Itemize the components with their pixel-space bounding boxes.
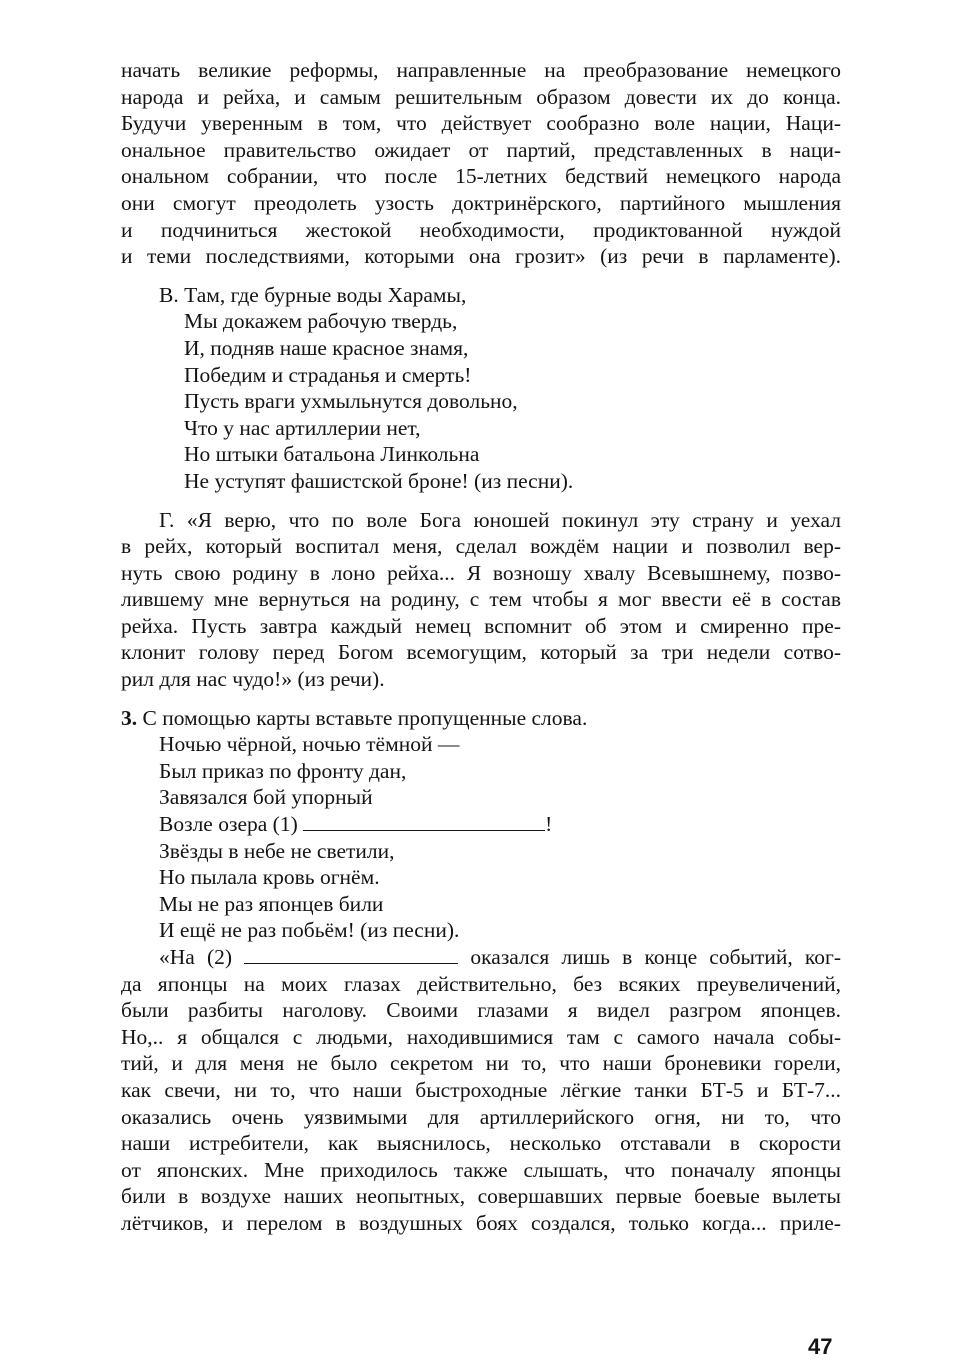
text-line: нуть свою родину в лоно рейха... Я возношу хвалу Всевышнему, позво- bbox=[121, 560, 841, 585]
poem-line: Пусть враги ухмыльнутся довольно, bbox=[184, 389, 518, 414]
poem-line: И ещё не раз побьём! (из песни). bbox=[159, 918, 460, 943]
poem-line: Не уступят фашистской броне! (из песни). bbox=[184, 468, 574, 493]
text-line: лётчиков, и перелом в воздушных боях создался, только когда... приле- bbox=[121, 1210, 841, 1235]
blank-prefix: Возле озера (1) bbox=[159, 812, 304, 837]
blank-prefix: «На (2) bbox=[159, 945, 245, 969]
text-line: да японцы на моих глазах действительно, без всяких преувеличений, bbox=[121, 971, 841, 996]
poem-line: Мы докажем рабочую твердь, bbox=[184, 309, 458, 334]
text-line: были разбиты наголову. Своими глазами я видел разгром японцев. bbox=[121, 998, 841, 1023]
blank-suffix: ! bbox=[545, 812, 553, 837]
text-line: как свечи, ни то, что наши быстроходные лёгкие танки БТ-5 и БТ-7... bbox=[121, 1077, 841, 1102]
blank-suffix: оказался лишь в конце событий, ког- bbox=[458, 945, 841, 969]
poem-line: Что у нас артиллерии нет, bbox=[184, 415, 421, 440]
poem-line: И, подняв наше красное знамя, bbox=[184, 335, 469, 360]
text-line: они смогут преодолеть узость доктринёрского, партийного мышления bbox=[121, 190, 841, 215]
poem-3 bbox=[121, 731, 841, 944]
text-line: ональном собрании, что после 15-летних бедствий немецкого народа bbox=[121, 164, 841, 189]
text-line: и подчиниться жестокой необходимости, продиктованной нуждой bbox=[121, 217, 841, 242]
paragraph-g bbox=[121, 507, 841, 693]
text-line: клонит голову перед Богом всемогущим, который за три недели сотво- bbox=[121, 640, 841, 665]
text-line: Но,.. я общался с людьми, находившимися там с самого начала собы- bbox=[121, 1024, 841, 1049]
text-line: Будучи уверенным в том, что действует сообразно воле нации, Наци- bbox=[121, 111, 841, 136]
poem-line: Но пылала кровь огнём. bbox=[159, 865, 380, 890]
poem-line: Завязался бой упорный bbox=[159, 785, 373, 810]
text-line: наши истребители, как выяснилось, несколько отставали в скорости bbox=[121, 1131, 841, 1156]
paragraph-b-continuation bbox=[121, 57, 841, 270]
poem-line: Был приказ по фронту дан, bbox=[159, 758, 407, 783]
text-line: народа и рейха, и самым решительным образом довести их до конца. bbox=[121, 84, 841, 109]
poem-line: Победим и страданья и смерть! bbox=[184, 362, 472, 387]
task-number: 3. bbox=[121, 705, 138, 730]
text-line: лившему мне вернуться на родину, с тем чтобы я мог ввести её в состав bbox=[121, 587, 841, 612]
blank-field-2[interactable] bbox=[244, 945, 458, 964]
poem-line-with-blank bbox=[159, 811, 841, 838]
text-line: Г. «Я верю, что по воле Бога юношей покинул эту страну и уехал bbox=[159, 507, 841, 532]
paragraph-na bbox=[121, 944, 841, 1237]
poem-line: Звёзды в небе не светили, bbox=[159, 838, 395, 863]
text-line: в рейх, который воспитал меня, сделал вождём нации и позволил вер- bbox=[121, 534, 841, 559]
task-instruction: С помощью карты вставьте пропущенные слова. bbox=[137, 705, 588, 730]
text-line: и теми последствиями, которыми она грозит» (из речи в парламенте). bbox=[121, 244, 841, 269]
text-line: начать великие реформы, направленные на преобразование немецкого bbox=[121, 58, 841, 82]
poem-line: В. Там, где бурные воды Харамы, bbox=[159, 282, 467, 307]
text-line: оказались очень уязвимыми для артиллерийского огня, ни то, что bbox=[121, 1104, 841, 1129]
text-line: рил для нас чудо!» (из речи). bbox=[121, 667, 385, 692]
poem-v bbox=[121, 282, 841, 495]
poem-line: Ночью чёрной, ночью тёмной — bbox=[159, 732, 460, 757]
poem-line: Но штыки батальона Линкольна bbox=[184, 442, 480, 467]
poem-line: Мы не раз японцев били bbox=[159, 891, 384, 916]
text-line: рейха. Пусть завтра каждый немец вспомнит об этом и смиренно пре- bbox=[121, 613, 841, 638]
blank-field-1[interactable] bbox=[303, 812, 545, 831]
text-line-with-blank bbox=[121, 944, 841, 971]
text-line: от японских. Мне приходилось также слышать, что поначалу японцы bbox=[121, 1157, 841, 1182]
text-line: тий, и для меня не было секретом ни то, что наши броневики горели, bbox=[121, 1051, 841, 1076]
text-line: били в воздухе наших неопытных, совершавших первые боевые вылеты bbox=[121, 1184, 841, 1209]
task-3-heading bbox=[121, 705, 841, 732]
page-content bbox=[121, 57, 841, 1237]
page-number: 47 bbox=[808, 1334, 833, 1359]
text-line: ональное правительство ожидает от партий, представленных в наци- bbox=[121, 137, 841, 162]
